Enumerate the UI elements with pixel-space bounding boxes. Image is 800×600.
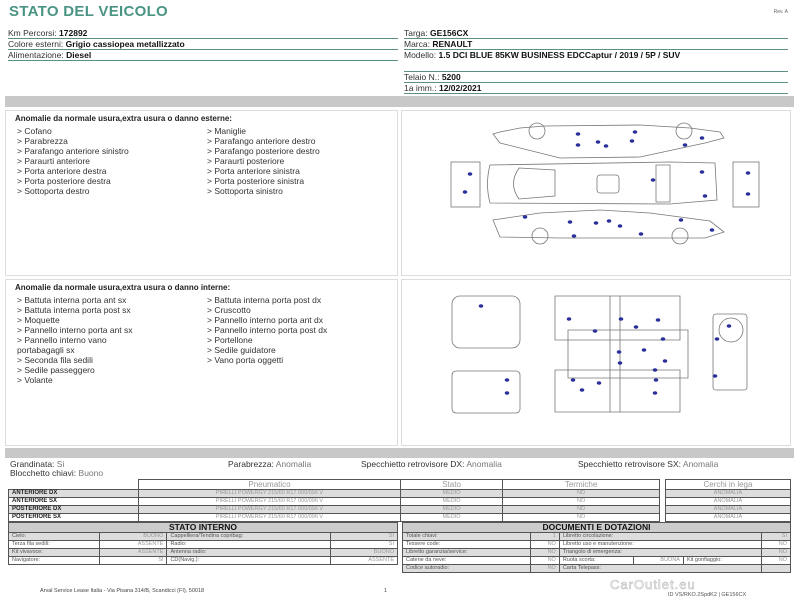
interior-diagram	[401, 279, 791, 446]
tyre-stato: MEDIO	[401, 490, 503, 498]
specchietto-sx-value: Anomalia	[682, 459, 719, 469]
tyre-tyre: PIRELLI POWERGY 215/60 R17 000/096 V	[139, 498, 401, 506]
tyre-tyre: PIRELLI POWERGY 215/60 R17 000/096 V	[139, 506, 401, 514]
item-label: Terza fila sedili:	[9, 541, 100, 549]
parabrezza-value: Anomalia	[275, 459, 312, 469]
tyre-termiche: NO	[503, 514, 660, 522]
rims-table	[665, 479, 791, 522]
stato-interno-table	[8, 522, 398, 565]
item-label: Tessere code:	[403, 541, 531, 549]
rim-status: ANOMALIA	[666, 514, 791, 522]
tyre-position: POSTERIORE SX	[9, 514, 139, 522]
tyre-stato: MEDIO	[401, 514, 503, 522]
blocchetto	[10, 469, 103, 478]
item-label: Codice autoradio:	[403, 565, 531, 573]
tyre-tyre: PIRELLI POWERGY 215/60 R17 000/096 V	[139, 490, 401, 498]
field-label: 1a imm.:	[404, 83, 437, 93]
exterior-diagram	[401, 110, 791, 276]
documenti-title: DOCUMENTI E DOTAZIONI	[403, 523, 791, 533]
item-label: Libretto circolazione:	[559, 533, 762, 541]
damage-item: > Sottoporta destro	[17, 186, 90, 196]
damage-item: > Parafango posteriore destro	[207, 146, 320, 156]
damage-item: > Parabrezza	[17, 136, 68, 146]
grandinata-label: Grandinata:	[10, 459, 55, 469]
damage-item: > Porta posteriore destra	[17, 176, 111, 186]
damage-item: > Moquette	[17, 315, 60, 325]
exterior-damage-panel	[5, 110, 398, 276]
parabrezza-label: Parabrezza:	[228, 459, 274, 469]
grandinata-value: Si	[56, 459, 65, 469]
parabrezza	[228, 460, 311, 469]
item-value: 1	[531, 533, 560, 541]
field-label: Km Percorsi:	[8, 28, 57, 38]
damage-item: > Porta anteriore destra	[17, 166, 107, 176]
exterior-list-2	[207, 126, 397, 196]
vehicle-field	[404, 72, 788, 83]
field-label: Alimentazione:	[8, 50, 64, 60]
damage-item: portabagagli sx	[17, 345, 75, 355]
item-value: NO	[531, 557, 560, 565]
documenti-row	[403, 565, 791, 573]
specchietto-sx-label: Specchietto retrovisore SX:	[578, 459, 681, 469]
tyre-column-header: Termiche	[503, 480, 660, 490]
interior-title: Anomalie da normale usura,extra usura o danno interne:	[15, 283, 231, 292]
exterior-title: Anomalie da normale usura,extra usura o danno esterne:	[15, 114, 232, 123]
item-label: Radio:	[167, 541, 331, 549]
specchietto-dx-label: Specchietto retrovisore DX:	[361, 459, 465, 469]
field-value: 172892	[59, 28, 88, 38]
vehicle-field	[8, 50, 398, 61]
rim-status: ANOMALIA	[666, 498, 791, 506]
tyre-column-header: Stato	[401, 480, 503, 490]
item-value: SI	[330, 533, 397, 541]
section-divider	[5, 96, 794, 107]
vehicle-field	[404, 28, 788, 39]
item-label: Libretto uso e manutenzione:	[559, 541, 762, 549]
interior-damage-panel	[5, 279, 398, 446]
item-value: NO	[762, 541, 791, 549]
rims-header-row	[666, 480, 791, 490]
field-value: Grigio cassiopea metallizzato	[65, 39, 185, 49]
damage-item: > Maniglie	[207, 126, 246, 136]
damage-item: > Cofano	[17, 126, 52, 136]
rim-row	[666, 490, 791, 498]
item-value: NO	[762, 557, 791, 565]
item-label: Cappelliera/Tendina copribag:	[167, 533, 331, 541]
footer-address: Arval Service Lease Italia - Via Pisana 314/B, Scandicci (FI), 50018	[40, 588, 205, 594]
vehicle-field	[404, 83, 788, 94]
blocchetto-value: Buono	[78, 468, 104, 478]
stato_interno-title: STATO INTERNO	[9, 523, 398, 533]
damage-item: > Cruscotto	[207, 305, 251, 315]
item-value: BUONO	[330, 549, 397, 557]
tyre-row	[9, 514, 660, 522]
vehicle-field	[8, 39, 398, 50]
specchietto-dx	[361, 460, 502, 469]
field-value: RENAULT	[432, 39, 473, 49]
documenti-table	[402, 522, 791, 573]
item-label: Totale chiavi:	[403, 533, 531, 541]
item-value: SI	[762, 533, 791, 541]
item-value: ASSENTE	[330, 557, 397, 565]
documenti-header-row	[403, 523, 791, 533]
revision-label: Rev. A	[773, 9, 788, 15]
damage-item: > Porta anteriore sinistra	[207, 166, 300, 176]
item-value: NO	[531, 565, 560, 573]
damage-item: > Paraurti posteriore	[207, 156, 285, 166]
damage-item: > Sedile guidatore	[207, 345, 276, 355]
interior-list-1	[17, 295, 207, 385]
item-value: ASSENTE	[100, 549, 167, 557]
tyre-header-spacer	[9, 480, 139, 490]
stato_interno-row	[9, 533, 398, 541]
vehicle-field	[8, 28, 398, 39]
item-label: Kit gonfiaggio:	[683, 557, 761, 565]
item-value: BUONA	[634, 557, 684, 565]
item-label: CD(Navig.):	[167, 557, 331, 565]
specchietto-dx-value: Anomalia	[466, 459, 502, 469]
documenti-row	[403, 533, 791, 541]
documenti-row	[403, 557, 791, 565]
item-value	[762, 565, 791, 573]
item-value: NO	[762, 549, 791, 557]
tyre-tyre: PIRELLI POWERGY 215/60 R17 000/096 V	[139, 514, 401, 522]
tyre-position: POSTERIORE DX	[9, 506, 139, 514]
damage-item: > Battuta interna porta ant sx	[17, 295, 127, 305]
field-label: Colore esterni:	[8, 39, 64, 49]
rim-row	[666, 498, 791, 506]
item-label: Libretto garanzia/service:	[403, 549, 531, 557]
page-number: 1	[384, 588, 388, 594]
damage-item: > Vano porta oggetti	[207, 355, 284, 365]
item-value: BUONO	[100, 533, 167, 541]
blocchetto-label: Blocchetto chiavi:	[10, 468, 77, 478]
item-label: Carta Telepass:	[559, 565, 762, 573]
field-label: Modello:	[404, 50, 437, 60]
item-value: SI	[330, 541, 397, 549]
section-divider	[5, 448, 794, 458]
tyre-row	[9, 498, 660, 506]
interior-list-2	[207, 295, 397, 385]
item-label: Cielo:	[9, 533, 100, 541]
field-value: 1.5 DCI BLUE 85KW BUSINESS EDCCaptur / 2019 / 5P / SUV	[438, 50, 681, 60]
rims-header: Cerchi in lega	[666, 480, 791, 490]
exterior-list-1	[17, 126, 207, 196]
rim-row	[666, 506, 791, 514]
field-label: Telaio N.:	[404, 72, 440, 82]
field-value: 12/02/2021	[438, 83, 482, 93]
item-value: NO	[531, 549, 560, 557]
watermark-logo: CarOutlet.eu	[610, 577, 696, 592]
tyre-termiche: NO	[503, 498, 660, 506]
damage-item: > Pannello interno porta ant sx	[17, 325, 133, 335]
field-value: Diesel	[66, 50, 92, 60]
item-label: Navigatore:	[9, 557, 100, 565]
tyre-table	[8, 479, 660, 522]
tyre-stato: MEDIO	[401, 498, 503, 506]
page-title: STATO DEL VEICOLO	[9, 3, 169, 20]
documenti-row	[403, 549, 791, 557]
item-label: Catene da neve:	[403, 557, 531, 565]
tyre-termiche: NO	[503, 490, 660, 498]
damage-item: > Sedile passeggero	[17, 365, 95, 375]
tyre-position: ANTERIORE SX	[9, 498, 139, 506]
field-value: 5200	[441, 72, 461, 82]
document-id: ID VS/RKO.2SpdK2 | GE156CX	[668, 592, 747, 598]
stato_interno-row	[9, 541, 398, 549]
tyre-row	[9, 490, 660, 498]
tyre-column-header: Pneumatico	[139, 480, 401, 490]
rim-row	[666, 514, 791, 522]
item-value: SI	[100, 557, 167, 565]
item-label: Triangolo di emergenza:	[559, 549, 762, 557]
damage-item: > Pannello interno porta post dx	[207, 325, 328, 335]
field-label: Targa:	[404, 28, 428, 38]
damage-item: > Battuta interna porta post sx	[17, 305, 131, 315]
damage-item: > Parafango anteriore destro	[207, 136, 316, 146]
damage-item: > Battuta interna porta post dx	[207, 295, 322, 305]
item-label: Ruota scorta:	[559, 557, 633, 565]
tyre-stato: MEDIO	[401, 506, 503, 514]
vehicle-field	[404, 39, 788, 50]
documenti-row	[403, 541, 791, 549]
specchietto-sx	[578, 460, 718, 469]
tyre-position: ANTERIORE DX	[9, 490, 139, 498]
damage-item: > Sottoporta sinistro	[207, 186, 283, 196]
damage-item: > Volante	[17, 375, 53, 385]
tyre-termiche: NO	[503, 506, 660, 514]
damage-item: > Parafango anteriore sinistro	[17, 146, 129, 156]
tyre-header-row	[9, 480, 660, 490]
rim-status: ANOMALIA	[666, 506, 791, 514]
damage-item: > Pannello interno vano	[17, 335, 107, 345]
vehicle-field	[404, 50, 788, 72]
stato_interno-row	[9, 549, 398, 557]
damage-item: > Paraurti anteriore	[17, 156, 90, 166]
field-label: Marca:	[404, 39, 430, 49]
item-value: ASSENTE	[100, 541, 167, 549]
damage-item: > Portellone	[207, 335, 253, 345]
item-label: Antenna radio:	[167, 549, 331, 557]
tyre-row	[9, 506, 660, 514]
damage-item: > Porta posteriore sinistra	[207, 176, 305, 186]
item-label: Kit vivavoce:	[9, 549, 100, 557]
item-value: NO	[531, 541, 560, 549]
field-value: GE156CX	[430, 28, 469, 38]
damage-item: > Seconda fila sedili	[17, 355, 93, 365]
stato_interno-header-row	[9, 523, 398, 533]
damage-item: > Pannello interno porta ant dx	[207, 315, 324, 325]
rim-status: ANOMALIA	[666, 490, 791, 498]
stato_interno-row	[9, 557, 398, 565]
